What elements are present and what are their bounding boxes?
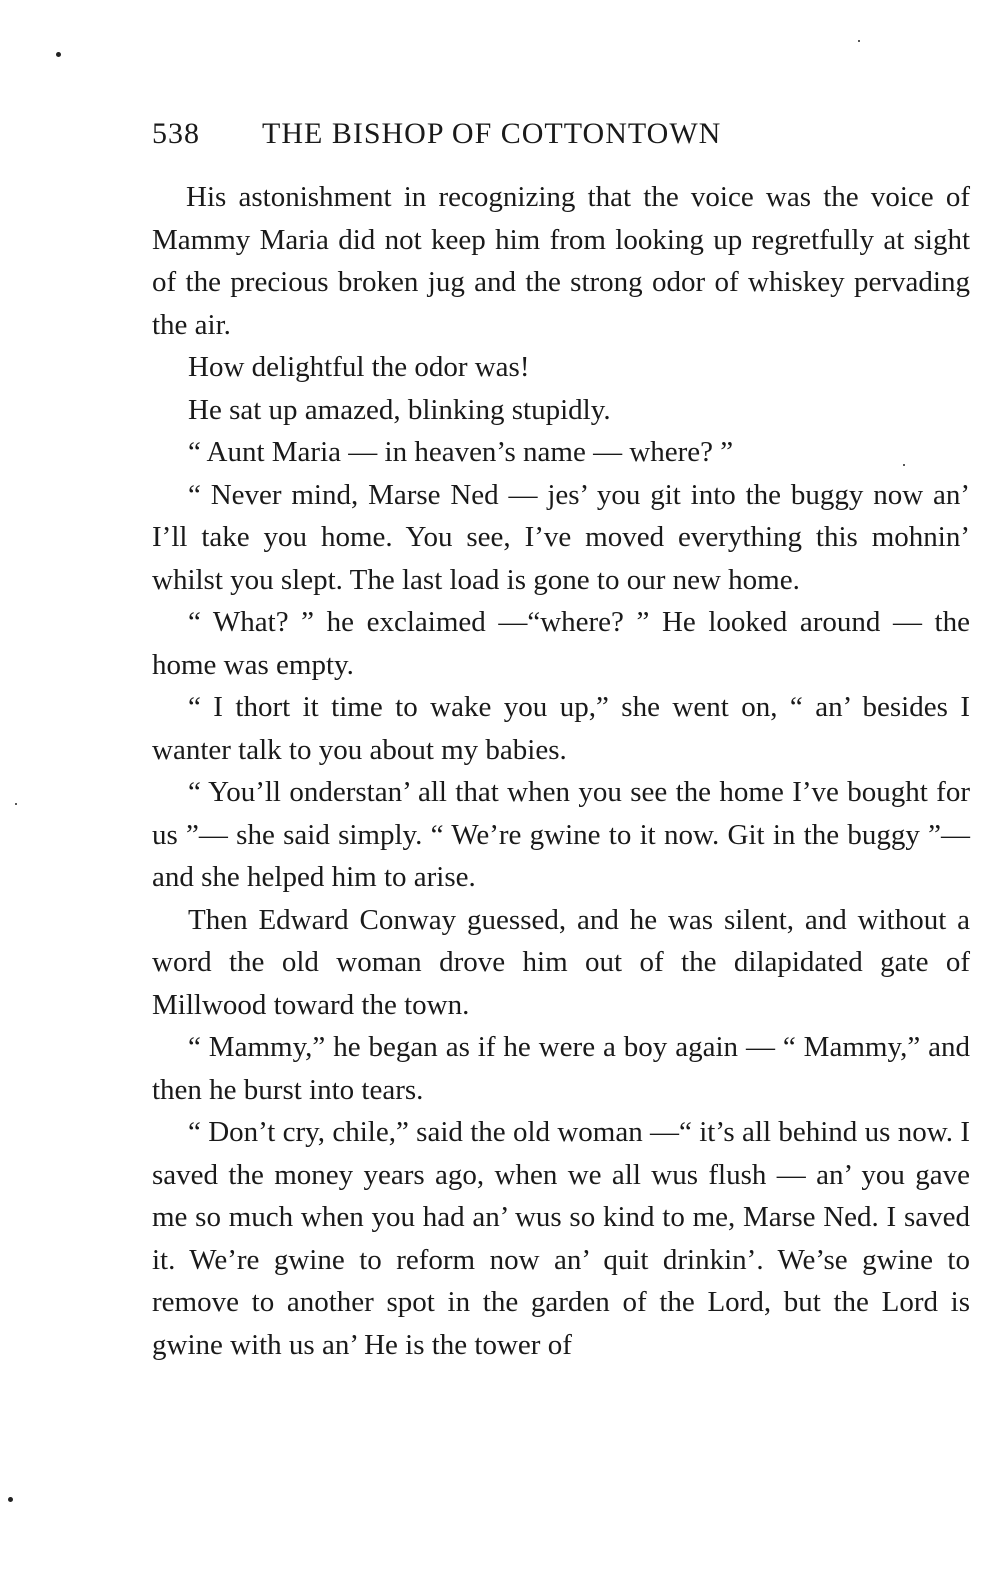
- book-page: [152, 112, 970, 1366]
- paragraph: Then Edward Conway guessed, and he was silent, and without a word the old woman drove him out of the dilapidated gate of Millwood toward the town.: [152, 903, 970, 1021]
- body-text: [152, 176, 970, 1366]
- scan-speck: [15, 803, 17, 805]
- paragraph: “ Never mind, Marse Ned — jes’ you git into the buggy now an’ I’ll take you home. You see, I’ve moved everything this mohnin’ whilst you slept. The last load is gone to our new home.: [152, 478, 970, 596]
- paragraph: How delightful the odor was!: [188, 351, 530, 383]
- paragraph: “ Aunt Maria — in heaven’s name — where? ”: [188, 436, 734, 468]
- paragraph: “ You’ll onderstan’ all that when you see the home I’ve bought for us ”— she said simply. “ We’re gwine to it now. Git in the buggy ”— and she helped him to arise.: [152, 776, 970, 893]
- paragraph: “ Mammy,” he began as if he were a boy again — “ Mammy,” and then he burst into tears.: [152, 1031, 970, 1106]
- paragraph: “ I thort it time to wake you up,” she went on, “ an’ besides I wanter talk to you about my babies.: [152, 691, 970, 766]
- scan-speck: [8, 1497, 13, 1502]
- running-head: [152, 112, 970, 156]
- scan-speck: [56, 52, 61, 57]
- paragraph: “ What? ” he exclaimed —“where? ” He looked around — the home was empty.: [152, 606, 970, 681]
- running-title: THE BISHOP OF COTTONTOWN: [262, 117, 722, 150]
- paragraph: His astonishment in recognizing that the voice was the voice of Mammy Maria did not keep him from looking up regretfully at sight of the precious broken jug and the strong odor of whiskey pervading the air.: [152, 181, 970, 341]
- paragraph: “ Don’t cry, chile,” said the old woman —“ it’s all behind us now. I saved the money years ago, when we all wus flush — an’ you gave me so much when you had an’ wus so kind to me, Marse Ned. I saved it. We’re gwine to reform now an’ quit drinkin’. We’se gwine to remove to another spot in the garden of the Lord, but the Lord is gwine with us an’ He is the tower of: [152, 1116, 970, 1361]
- page-number: 538: [152, 117, 200, 150]
- paragraph: He sat up amazed, blinking stupidly.: [188, 393, 611, 426]
- scan-speck: [858, 40, 860, 42]
